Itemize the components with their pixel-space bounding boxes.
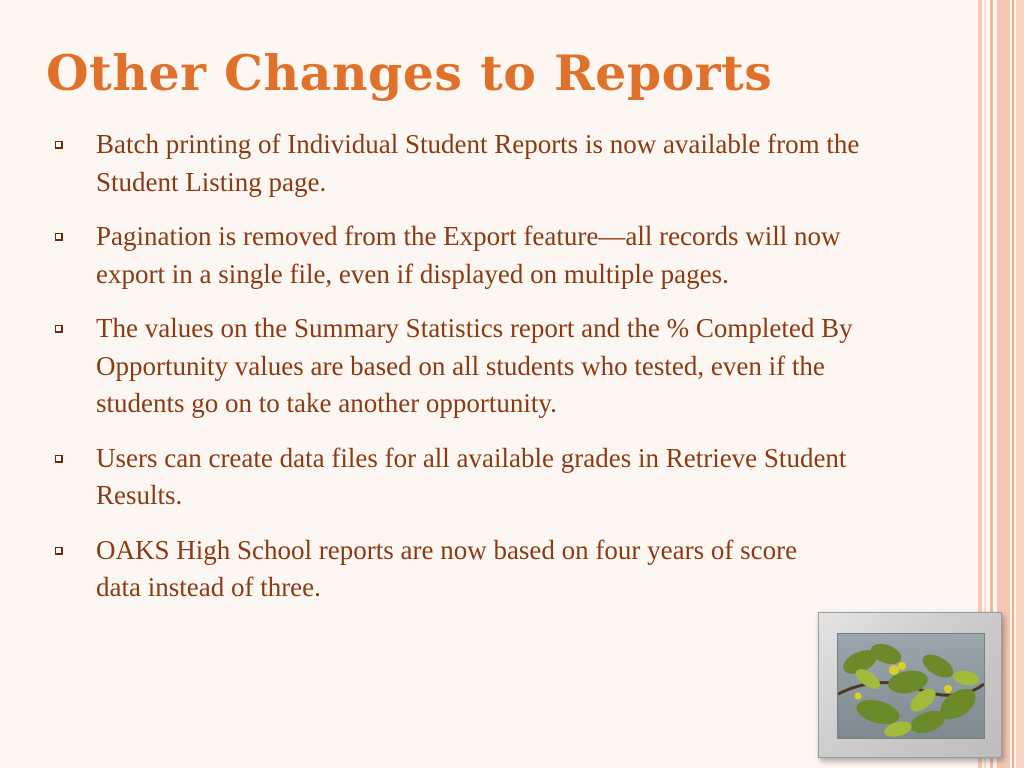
bullet-item [54, 532, 924, 607]
stripe [1012, 0, 1014, 768]
slide-title: Other Changes to Reports [46, 44, 773, 102]
square-bullet-icon [55, 141, 63, 149]
bullet-text: The values on the Summary Statistics report and the % Completed By Opportunity values are based on all students who tested, even if the students go on to take another opportunity. [96, 313, 853, 418]
bullet-text: Batch printing of Individual Student Reports is now available from the Student Listing page. [96, 129, 860, 197]
stripe [1016, 0, 1024, 768]
bullet-text: Users can create data files for all available grades in Retrieve Student Results. [96, 442, 847, 510]
picture-frame [818, 612, 1002, 758]
bullet-list [54, 126, 924, 624]
bullet-text: OAKS High School reports are now based on four years of score data instead of three. [96, 534, 798, 602]
bullet-text: Pagination is removed from the Export feature—all records will now export in a single file, even if displayed on multiple pages. [96, 221, 841, 289]
bullet-item [54, 126, 924, 201]
oak-leaves-photo [837, 633, 985, 739]
bullet-item [54, 310, 924, 423]
square-bullet-icon [55, 233, 63, 241]
square-bullet-icon [55, 325, 63, 333]
square-bullet-icon [55, 455, 63, 463]
square-bullet-icon [55, 547, 63, 555]
bullet-item [54, 218, 924, 293]
bullet-item [54, 440, 924, 515]
